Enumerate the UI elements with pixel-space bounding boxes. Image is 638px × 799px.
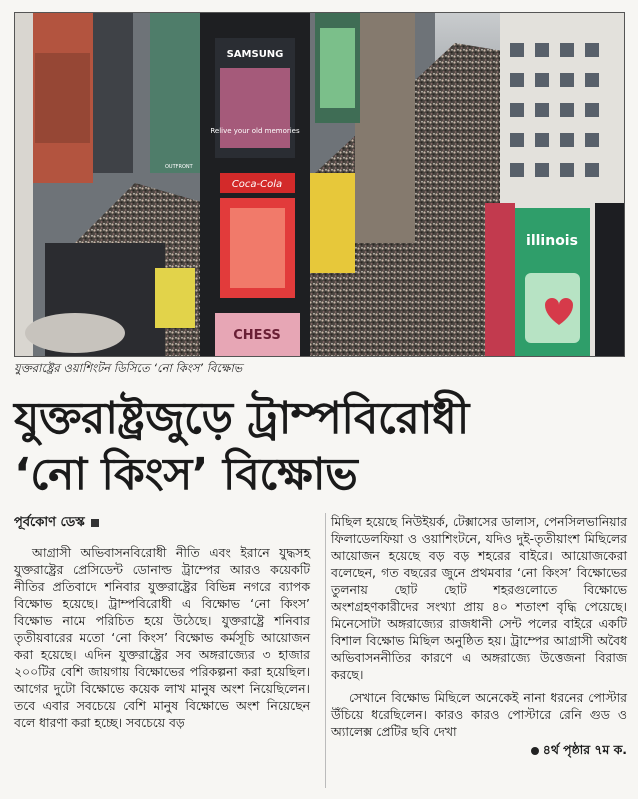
illinois-sign: illinois [526,233,578,249]
article-paragraph: সেখানে বিক্ষোভ মিছিলে অনেকেই নানা ধরনের পোস্টার উঁচিয়ে ধরেছিলেন। কারও কারও পোস্টারে রেনি গুড ও অ্যালেক্স প্রেটির ছবি দেখা [331,690,627,739]
headline-line-1: যুক্তরাষ্ট্রজুড়ে ট্রাম্পবিরোধী [14,393,469,444]
jump-text: ৪র্থ পৃষ্ঠার ৭ম ক. [542,742,627,757]
article-column-left [14,544,310,731]
headline [14,391,623,503]
samsung-sign: SAMSUNG [226,49,284,60]
relive-sign: Relive your old memories [210,127,300,135]
chess-sign: CHESS [233,328,281,343]
cocacola-sign: Coca-Cola [231,179,283,190]
headline-line-2: ‘নো কিংস’ বিক্ষোভ [14,449,358,500]
article-paragraph: আগ্রাসী অভিবাসনবিরোধী নীতি এবং ইরানে যুদ্ধসহ যুক্তরাষ্ট্রের প্রেসিডেন্ট ডোনাল্ড ট্রাম্পের আরও কয়েকটি নীতির প্রতিবাদে শনিবার যুক্তরাষ্ট্রের বিভিন্ন নগরে ব্যাপক বিক্ষোভ হয়েছে। ট্রাম্পবিরোধী এ বিক্ষোভ ‘নো কিংস’ বিক্ষোভ নামে পরিচিত হয়ে উঠেছে। যুক্তরাষ্ট্রে শনিবার তৃতীয়বারের মতো ‘নো কিংস’ বিক্ষোভ কর্মসূচি আয়োজন করা হয়েছে। এদিন যুক্তরাষ্ট্রের সব অঙ্গরাজ্যের ৩ হাজার ২০০টির বেশি জায়গায় বিক্ষোভের পরিকল্পনা করা হয়েছিল। আগের দুটো বিক্ষোভে কয়েক লাখ মানুষ অংশ নিয়েছিলেন। তবে এবার সবচেয়ে বেশি মানুষ বিক্ষোভে অংশ নিয়েছেন বলে ধারণা করা হচ্ছে। সবচেয়ে বড় [14,545,310,730]
bullet-icon [531,747,539,755]
column-divider [325,513,326,788]
square-bullet-icon [91,519,99,527]
continued-on-page [331,741,627,758]
article-paragraph: মিছিল হয়েছে নিউইয়র্ক, টেক্সাসের ডালাস, পেনসিলভানিয়ার ফিলাডেলফিয়া ও ওয়াশিংটনে, যদিও দুই-তৃতীয়াংশ মিছিলের আয়োজন হয়েছে বড় বড় শহরের বাইরে। আয়োজকেরা বলেছেন, গত বছরের জুনে প্রথমবার ‘নো কিংস’ বিক্ষোভের তুলনায় ছোট ছোট শহরগুলোতে বিক্ষোভে অংশগ্রহণকারীদের সংখ্যা প্রায় ৪০ শতাংশ বৃদ্ধি পেয়েছে। মিনেসোটা অঙ্গরাজ্যের রাজধানী সেন্ট পলের বাইরে একটি বিশাল বিক্ষোভ মিছিল অনুষ্ঠিত হয়। ট্রাম্পের আগ্রাসী অবৈধ অভিবাসননীতির কারণে এ অঙ্গরাজ্যে উত্তেজনা বিরাজ করছে। [331,514,627,682]
outfront-sign: OUTFRONT [165,164,193,170]
byline-text: পূর্বকোণ ডেস্ক [14,515,85,530]
byline [14,513,99,534]
article-column-right [331,513,627,758]
photo-caption: যুক্তরাষ্ট্রের ওয়াশিংটন ডিসিতে ‘নো কিংস’ বিক্ষোভ [14,361,243,375]
news-photo [14,12,625,357]
times-square-crowd-image [15,13,624,356]
